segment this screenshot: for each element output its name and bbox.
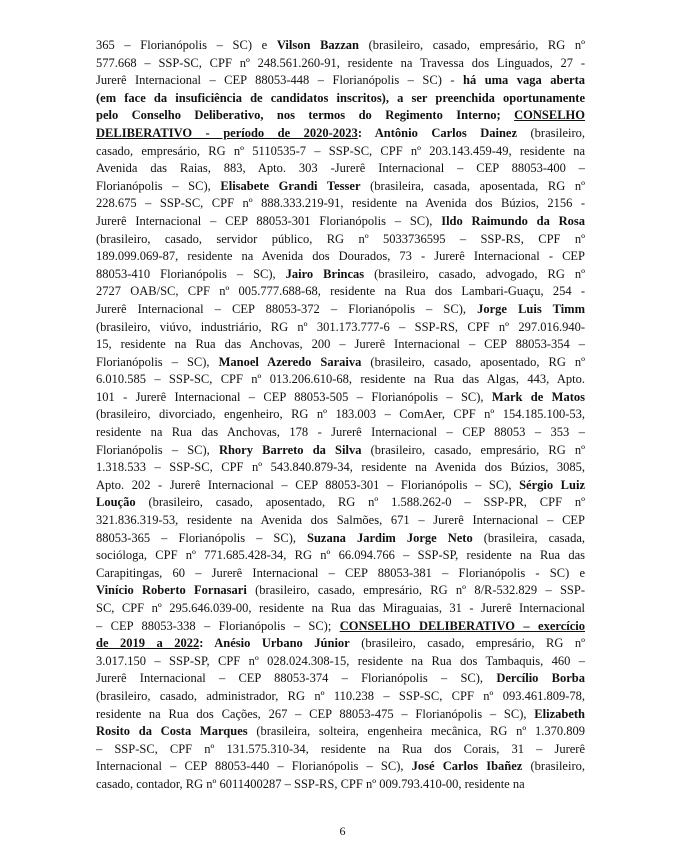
bold-text: (em face da insuficiência de candidatos inscritos), a ser preenchida oportunamente	[96, 90, 585, 105]
text-segment: (brasileiro, casado, servidor público, RG nº 5033736595 – SSP-RS, CPF nº	[96, 231, 585, 246]
text-line	[96, 600, 585, 618]
text-line	[96, 125, 585, 143]
text-line	[96, 547, 585, 565]
text-line	[96, 231, 585, 249]
text-line	[96, 618, 585, 636]
text-segment: 577.668 – SSP-SC, CPF nº 248.561.260-91, residente na Travessa dos Linguados, 27 -	[96, 55, 585, 70]
text-segment: Apto. 202 - Jurerê Internacional – CEP 88053-301 – Florianópolis – SC),	[96, 477, 520, 492]
text-line	[96, 477, 585, 495]
bold-text: CONSELHO DELIBERATIVO – exercício	[339, 618, 585, 633]
page-number: 6	[339, 824, 346, 838]
text-line	[96, 37, 585, 55]
text-line	[96, 301, 585, 319]
bold-text: :	[199, 636, 215, 651]
text-segment: socióloga, CPF nº 771.685.428-34, RG nº 66.094.766 – SSP-SP, residente na Rua das	[96, 548, 585, 563]
text-segment: (brasileiro, viúvo, industriário, RG nº 301.173.777-6 – SSP-RS, CPF nº 297.016.940-	[96, 319, 585, 334]
text-line	[96, 213, 585, 231]
text-segment: Avenida das Raias, 883, Apto. 303 -Jurerê Internacional – CEP 88053-400 –	[96, 161, 585, 176]
text-line	[96, 195, 585, 213]
text-line	[96, 670, 585, 688]
text-line	[96, 442, 585, 460]
text-segment: 228.675 – SSP-SC, CPF nº 888.333.219-91, residente na Avenida dos Búzios, 2156 -	[96, 196, 585, 211]
text-line	[96, 319, 585, 337]
text-segment: 6.010.585 – SSP-SC, CPF nº 013.206.610-68, residente na Rua das Algas, 443, Apto.	[96, 372, 585, 387]
bold-text: Suzana Jardim Jorge Neto	[307, 530, 473, 545]
text-line	[96, 706, 585, 724]
text-line	[96, 178, 585, 196]
bold-text: :	[357, 125, 375, 140]
bold-text: Manoel Azeredo Saraiva	[218, 354, 362, 369]
text-line	[96, 688, 585, 706]
text-segment: Florianópolis – SC),	[96, 354, 219, 369]
text-segment: Jurerê Internacional – CEP 88053-448 – Florianópolis – SC) -	[96, 73, 463, 88]
text-segment: (brasileiro, casado, empresário, RG nº	[349, 636, 585, 651]
text-line	[96, 406, 585, 424]
text-line	[96, 160, 585, 178]
text-line	[96, 758, 585, 776]
text-segment: Jurerê Internacional – CEP 88053-374 – Florianópolis – SC),	[96, 671, 497, 686]
text-segment: SC, CPF nº 295.646.039-00, residente na Rua das Miraguaias, 31 - Jurerê Internacional	[96, 601, 585, 615]
bold-text: Elisabete Grandi Tesser	[220, 178, 361, 193]
text-line	[96, 565, 585, 583]
text-line	[96, 143, 585, 161]
bold-text: DELIBERATIVO - período de 2020-2023	[96, 125, 358, 140]
text-segment: (brasileiro, casado, administrador, RG nº 110.238 – SSP-SC, CPF nº 093.461.809-78,	[96, 688, 585, 703]
text-segment: (brasileira, casada, aposentada, RG nº	[360, 178, 585, 193]
bold-text: Mark de Matos	[491, 389, 585, 404]
text-line	[96, 582, 585, 600]
text-line	[96, 336, 585, 354]
body-text	[96, 37, 585, 794]
text-segment: (brasileiro,	[522, 759, 585, 774]
text-line	[96, 512, 585, 530]
text-line	[96, 635, 585, 653]
text-segment: (brasileiro, divorciado, engenheiro, RG nº 183.003 – ComAer, CPF nº 154.185.100-53,	[96, 407, 585, 422]
text-segment: residente na Rua dos Cações, 267 – CEP 88053-475 – Florianópolis – SC),	[96, 706, 535, 721]
text-segment: 15, residente na Rua das Anchovas, 200 – Jurerê Internacional – CEP 88053-354 –	[96, 337, 585, 352]
text-segment: (brasileiro, casado, empresário, RG nº	[361, 442, 585, 457]
text-segment: – CEP 88053-338 – Florianópolis – SC);	[96, 618, 340, 633]
text-segment: Jurerê Internacional – CEP 88053-372 – Florianópolis – SC),	[96, 301, 478, 316]
text-line	[96, 90, 585, 108]
bold-text: José Carlos Ibañez	[411, 759, 523, 774]
bold-text: Ildo Raimundo da Rosa	[441, 213, 585, 228]
text-segment: 101 - Jurerê Internacional – CEP 88053-505 – Florianópolis – SC),	[96, 389, 492, 404]
text-segment: (brasileiro, casado, advogado, RG nº	[364, 266, 585, 281]
text-segment: 88053-365 – Florianópolis – SC),	[96, 530, 308, 545]
bold-text: pelo Conselho Deliberativo, nos termos do Regimento Interno;	[96, 108, 515, 123]
text-segment: (brasileiro,	[517, 125, 585, 140]
text-line	[96, 371, 585, 389]
text-segment: (brasileiro, casado, empresário, RG nº	[358, 38, 585, 52]
text-segment: Jurerê Internacional – CEP 88053-301 Florianópolis – SC),	[96, 213, 442, 228]
text-segment: Internacional – CEP 88053-440 – Florianópolis – SC),	[96, 759, 412, 774]
text-segment: 3.017.150 – SSP-SP, CPF nº 028.024.308-15, residente na Rua dos Tambaquis, 460 –	[96, 653, 585, 668]
text-segment: 2727 OAB/SC, CPF nº 005.777.688-68, residente na Rua dos Lambari-Guaçu, 254 -	[96, 284, 585, 299]
text-segment: 321.836.319-53, residente na Avenida dos Salmões, 671 – Jurerê Internacional – CEP	[96, 513, 585, 528]
text-line	[96, 776, 585, 794]
text-line	[96, 494, 585, 512]
bold-text: há uma vaga aberta	[463, 73, 585, 88]
text-line	[96, 72, 585, 90]
text-line	[96, 266, 585, 284]
bold-text: Jairo Brincas	[285, 266, 365, 281]
text-segment: (brasileira, casada,	[472, 530, 585, 545]
text-line	[96, 530, 585, 548]
text-segment: Florianópolis – SC),	[96, 442, 219, 457]
text-segment: 365 – Florianópolis – SC) e	[96, 38, 277, 52]
text-segment: Florianópolis – SC),	[96, 178, 221, 193]
text-line	[96, 354, 585, 372]
text-segment: (brasileiro, casado, empresário, RG nº 8/R-532.829 – SSP-	[246, 583, 585, 598]
text-line	[96, 653, 585, 671]
text-line	[96, 723, 585, 741]
text-segment: 1.318.533 – SSP-SC, CPF nº 543.840.879-34, residente na Avenida dos Búzios, 3085,	[96, 460, 585, 475]
bold-text: de 2019 a 2022	[96, 636, 200, 651]
bold-text: CONSELHO	[514, 108, 585, 123]
bold-text: Antônio Carlos Dainez	[374, 125, 518, 140]
text-segment: Carapitingas, 60 – Jurerê Internacional – CEP 88053-381 – Florianópolis - SC) e	[96, 565, 585, 580]
bold-text: Jorge Luis Timm	[477, 301, 585, 316]
text-line	[96, 741, 585, 759]
text-segment: residente na Rua das Anchovas, 178 - Jurerê Internacional – CEP 88053 – 353 –	[96, 425, 585, 440]
text-line	[96, 248, 585, 266]
bold-text: Vinício Roberto Fornasari	[96, 583, 247, 598]
bold-text: Rhory Barreto da Silva	[218, 442, 362, 457]
text-line	[96, 424, 585, 442]
bold-text: Loução	[96, 495, 136, 510]
text-line	[96, 459, 585, 477]
text-line	[96, 283, 585, 301]
bold-text: Dercílio Borba	[496, 671, 585, 686]
text-segment: (brasileiro, casado, aposentado, RG nº	[361, 354, 585, 369]
text-line	[96, 389, 585, 407]
text-line	[96, 55, 585, 73]
bold-text: Vilson Bazzan	[276, 38, 359, 52]
bold-text: Sérgio Luiz	[519, 477, 585, 492]
text-segment: casado, empresário, RG nº 5110535-7 – SSP-SC, CPF nº 203.143.459-49, residente na	[96, 143, 585, 158]
text-segment: 88053-410 Florianópolis – SC),	[96, 266, 286, 281]
text-segment: – SSP-SC, CPF nº 131.575.310-34, residente na Rua dos Corais, 31 – Jurerê	[96, 741, 585, 756]
bold-text: Rosito da Costa Marques	[96, 724, 248, 739]
bold-text: Anésio Urbano Júnior	[214, 636, 350, 651]
text-segment: (brasileira, solteira, engenheira mecânica, RG nº 1.370.809	[247, 724, 585, 739]
text-segment: 189.099.069-87, residente na Avenida dos Dourados, 73 - Jurerê Internacional - CEP	[96, 249, 585, 264]
text-line	[96, 107, 585, 125]
text-segment: (brasileiro, casado, aposentado, RG nº 1.588.262-0 – SSP-PR, CPF nº	[135, 495, 585, 510]
bold-text: Elizabeth	[534, 706, 585, 721]
text-segment: casado, contador, RG nº 6011400287 – SSP-RS, CPF nº 009.793.410-00, residente na	[96, 776, 525, 791]
